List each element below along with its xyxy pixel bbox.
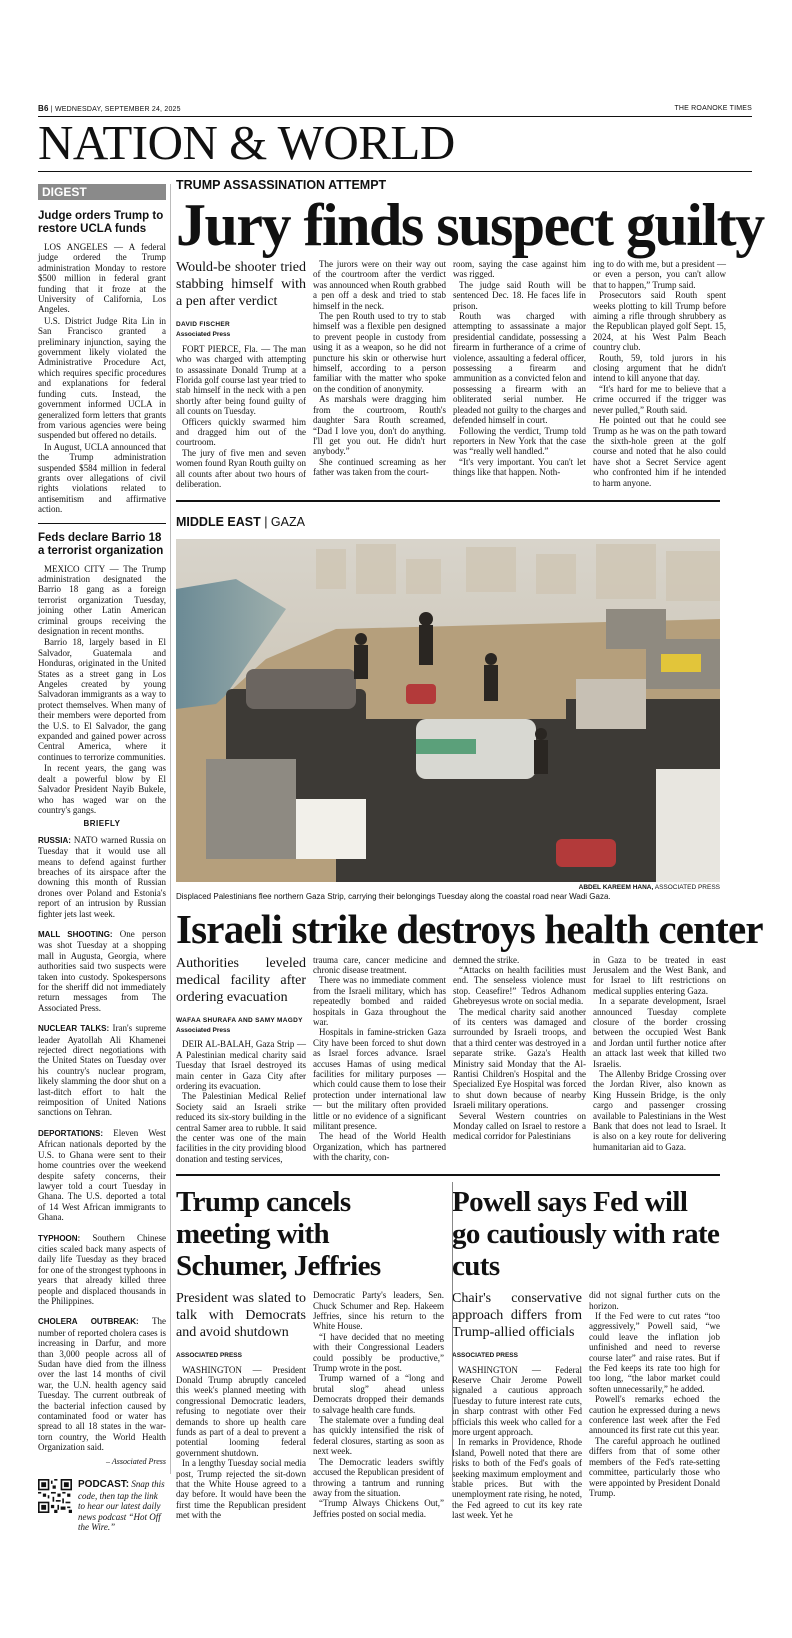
column-divider xyxy=(170,184,171,1474)
gaza-paragraph: There was no immediate comment from the Israeli military, which has repeatedly bombed and raided hospitals in Gaza throughout the war. xyxy=(313,975,446,1027)
gaza-col-2 xyxy=(313,955,446,1165)
brief-cholera: CHOLERA OUTBREAK: The number of reported cholera cases is increasing in Darfur, and more than 3,000 people across all of Sudan have died from the illness over the last 14 months of civil war, the U.N. health agency said Tuesday. The current outbreak of the bacterial infection caused by contaminated food or water has spread to all 18 states in the war-torn country, the World Health Organization said. xyxy=(38,1316,166,1453)
gaza-paragraph: The Allenby Bridge Crossing over the Jordan River, also known as King Hussein Bridge, is the only cargo and passenger crossing available to Palestinians in the West Bank that does not lead to Israel. It is also on a key route for delivering humanitarian aid to Gaza. xyxy=(593,1068,726,1152)
jury-paragraph: She continued screaming as her father was taken from the court- xyxy=(313,456,446,478)
gaza-paragraph: In a separate development, Israel announced Tuesday complete closure of the border crossing between the occupied West Bank and Jordan until further notice after an attack last week that killed two Israelis. xyxy=(593,996,726,1069)
section-rule xyxy=(176,500,720,502)
brief-deportations: DEPORTATIONS: Eleven West African nationals deported by the U.S. to Ghana were sent to their home countries over the weekend despite safety concerns, their lawyer told a court Tuesday in Ghana. The U.S. deported a total of 14 West African immigrants to Ghana. xyxy=(38,1127,166,1223)
jury-paragraph: Officers quickly swarmed him and dragged him out of the courtroom. xyxy=(176,416,306,448)
trump-paragraph: “I have decided that no meeting with their Congressional Leaders could possibly be productive,” Trump wrote in the post. xyxy=(313,1331,444,1374)
trump-story xyxy=(176,1186,444,1521)
trump-col-1 xyxy=(176,1290,306,1521)
gaza-kicker: MIDDLE EAST | GAZA xyxy=(176,514,305,529)
gaza-paragraph: The Palestinian Medical Relief Society said an Israeli strike reduced its six-story building in the central Samer area to rubble. It said the center was one of the main facilities in the city providing blood donation and testing services, xyxy=(176,1091,306,1164)
trump-deck: President was slated to talk with Democrats and avoid shutdown xyxy=(176,1291,306,1341)
photo-caption: Displaced Palestinians flee northern Gaza Strip, carrying their belongings Tuesday along the coastal road near Wadi Gaza. xyxy=(176,891,611,901)
gaza-paragraph: Hospitals in famine-stricken Gaza City have been forced to shut down as Israel forces advance. Israel accuses Hamas of using medical facilities for military purposes — which could cause them to lose their protection under international law — but the military often provided little or no evidence of a significant militant presence. xyxy=(313,1027,446,1131)
brief-mall-shooting: MALL SHOOTING: One person was shot Tuesday at a shopping mall in Augusta, Georgia, where authorities said two suspects were taken into custody. Spokespersons for the sheriff did not immediately return messages from The Associated Press. xyxy=(38,928,166,1013)
jury-paragraph: Prosecutors said Routh spent weeks plotting to kill Trump before aiming a rifle through shrubbery as the Republican played golf Sept. 15, 2024, at his West Palm Beach country club. xyxy=(593,290,726,353)
main-column xyxy=(176,178,764,1521)
powell-deck: Chair's conservative approach differs from Trump-allied officials xyxy=(452,1291,582,1341)
powell-paragraph: WASHINGTON — Federal Reserve Chair Jerome Powell signaled a cautious approach Tuesday to future interest rate cuts, in sharp contrast with other Fed officials this week who called for a more urgent approach. xyxy=(452,1364,582,1438)
powell-paragraph: did not signal further cuts on the horizon. xyxy=(589,1290,720,1311)
photo-credit: ABDEL KAREEM HANA, ASSOCIATED PRESS xyxy=(578,883,720,891)
trump-paragraph: “Trump Always Chickens Out,” Jeffries posted on social media. xyxy=(313,1498,444,1519)
gaza-paragraph: demned the strike. xyxy=(453,954,520,965)
jury-headline: Jury finds suspect guilty xyxy=(176,192,764,258)
gaza-org: Associated Press xyxy=(176,1026,231,1034)
brief-typhoon: TYPHOON: Southern Chinese cities scaled back many aspects of daily life Tuesday as they braced for one of the strongest typhoons in years that already killed three people and displaced thousands in the Philippines. xyxy=(38,1232,166,1306)
powell-paragraph: In remarks in Providence, Rhode Island, Powell noted that there are risks to both of the Fed's goals of seeking maximum employment and stable prices. But with the unemployment rate rising, he noted, the Fed agreed to cut its key rate last week. Yet he xyxy=(452,1437,582,1521)
jury-paragraph: He pointed out that he could see Trump as he was on the path toward the sixth-hole green at the golf course and noted that he also could have shot a Secret Service agent who confronted him if he intended to harm anyone. xyxy=(593,415,726,488)
jury-story xyxy=(176,259,726,490)
digest-story2-p1: MEXICO CITY — The Trump administration designated the Barrio 18 gang as a foreign terrorist organization Tuesday, joining other Latin American criminal groups receiving the designation in recent months. xyxy=(38,563,166,636)
gaza-col-1 xyxy=(176,955,306,1165)
podcast-text: PODCAST: Snap this code, then tap the link to hear our latest daily news podcast “Hot Off the Wire.” xyxy=(78,1479,165,1533)
gaza-paragraph: “Attacks on health facilities must end. The senseless violence must stop. Ceasefire!” Tedros Adhanom Ghebreyesus wrote on social media. xyxy=(453,964,586,1007)
jury-paragraph: ing to do with me, but a president — or even a person, you can't allow that to happen,” Trump said. xyxy=(593,259,726,290)
digest-story2-p2: Barrio 18, largely based in El Salvador, Guatemala and Honduras, originated in the United States as a street gang in Los Angeles created by young Salvadoran immigrants as a way to protect themselves. When many of their members were deported from the U.S. to El Salvador, the gang expanded and gained power across Central America, where it continues to terrorize communities. xyxy=(38,637,166,762)
masthead-rule xyxy=(38,171,752,172)
digest-story2-headline: Feds declare Barrio 18 a terrorist organization xyxy=(38,531,164,557)
gaza-col-3 xyxy=(453,955,586,1165)
podcast-promo[interactable] xyxy=(38,1479,166,1533)
jury-paragraph: Routh, 59, told jurors in his closing argument that he didn't intend to kill anyone that day. xyxy=(593,352,726,384)
gaza-photo xyxy=(176,539,720,882)
jury-paragraph: The pen Routh used to try to stab himself was a flexible pen designed to prevent people in custody from using it as a weapon, so he did not puncture his skin or otherwise hurt himself, according to a person familiar with the matter who spoke on the condition of anonymity. xyxy=(313,311,446,394)
gaza-story xyxy=(176,954,726,1165)
gaza-paragraph: The head of the World Health Organization, which has partnered with the charity, con- xyxy=(313,1131,446,1163)
brief-nuclear-talks: NUCLEAR TALKS: Iran's supreme leader Ayatollah Ali Khamenei rejected direct negotiations with the United States on Tuesday over his country's nuclear program, likely slamming the door shut on a last-ditch effort to halt the reimposition of United Nations sanctions on Tehran. xyxy=(38,1023,166,1118)
jury-col-1 xyxy=(176,259,306,490)
jury-paragraph: Following the verdict, Trump told reporters in New York that the case was “really well handled.” xyxy=(453,425,586,457)
gaza-headline: Israeli strike destroys health center xyxy=(176,905,763,952)
powell-paragraph: If the Fed were to cut rates “too aggressively,” Powell said, “we could leave the inflation job unfinished and need to reverse course later” and raise rates. But if the Fed keeps its rate too high for too long, “the labor market could soften unnecessarily,” he added. xyxy=(589,1311,720,1394)
briefly-label: BRIEFLY xyxy=(83,819,121,829)
gaza-byline: WAFAA SHURAFA AND SAMY MAGDY xyxy=(176,1016,303,1024)
digest-label: DIGEST xyxy=(38,184,166,200)
jury-paragraph: The jury of five men and seven women found Ryan Routh guilty on all counts after about two hours of deliberation. xyxy=(176,447,306,490)
digest-rule xyxy=(38,523,166,524)
jury-paragraph: “It's hard for me to believe that a crime occurred if the trigger was never pulled,” Routh said. xyxy=(593,383,726,415)
gaza-col-4 xyxy=(593,955,726,1165)
jury-paragraph: room, saying the case against him was rigged. xyxy=(453,259,586,280)
gaza-paragraph: Several Western countries on Monday called on Israel to restore a medical corridor for Palestinians xyxy=(453,1110,586,1142)
digest-sidebar xyxy=(38,184,166,1533)
trump-paragraph: Democratic Party's leaders, Sen. Chuck Schumer and Rep. Hakeem Jeffries, since his return to the White House. xyxy=(313,1290,444,1332)
jury-paragraph: The judge said Routh will be sentenced Dec. 18. He faces life in prison. xyxy=(453,279,586,311)
gaza-paragraph: DEIR AL-BALAH, Gaza Strip — A Palestinian medical charity said Tuesday that Israel destroyed its main center in Gaza City after ordering its evacuation. xyxy=(176,1039,306,1091)
jury-paragraph: As marshals were dragging him from the courtroom, Routh's daughter Sara Routh screamed, “Dad I love you, don't do anything. I'll get you out. He didn't hurt anybody.” xyxy=(313,394,446,457)
displaced-palestinians-photo xyxy=(176,539,720,882)
gaza-paragraph: The medical charity said another of its centers was damaged and surrounded by Israeli troops, and that a third center was destroyed in a separate strike. Gaza's Health Ministry said Monday that the Al-Rantisi Children's Hospital and the Specialized Eye Hospital was forced to shut down because of nearby Israeli military operations. xyxy=(453,1006,586,1111)
digest-story2-p3: In recent years, the gang was dealt a powerful blow by El Salvador President Nayib Bukele, who has waged war on the country's gangs. xyxy=(38,763,166,815)
trump-col-2 xyxy=(313,1290,444,1521)
jury-col-4 xyxy=(593,259,726,490)
trump-paragraph: Trump warned of a “long and brutal slog” ahead unless Democrats dropped their demands to salvage health care funds. xyxy=(313,1373,444,1415)
qr-code-icon[interactable] xyxy=(38,1479,72,1513)
trump-paragraph: The stalemate over a funding deal has quickly intensified the risk of federal closures, starting as soon as next week. xyxy=(313,1415,444,1457)
powell-story xyxy=(452,1186,720,1521)
jury-kicker: TRUMP ASSASSINATION ATTEMPT xyxy=(176,178,387,192)
folio: B6 | WEDNESDAY, SEPTEMBER 24, 2025 THE ROANOKE TIMES xyxy=(38,104,752,113)
digest-story1-headline: Judge orders Trump to restore UCLA funds xyxy=(38,210,164,235)
jury-col-3 xyxy=(453,259,586,490)
trump-org: ASSOCIATED PRESS xyxy=(176,1352,242,1360)
jury-col-2 xyxy=(313,259,446,490)
gaza-deck: Authorities leveled medical facility after ordering evacuation xyxy=(176,955,306,1005)
powell-col-2 xyxy=(589,1290,720,1521)
jury-paragraph: FORT PIERCE, Fla. — The man who was charged with attempting to assassinate Donald Trump at a Florida golf course last year tried to stab himself in the neck with a pen shortly after being found guilty of all counts on Tuesday. xyxy=(176,343,306,417)
trump-paragraph: WASHINGTON — President Donald Trump abruptly canceled this week's planned meeting with congressional Democratic leaders, refusing to negotiate over their demands to shore up health care funds as part of a deal to prevent a potential looming federal government shutdown. xyxy=(176,1364,306,1458)
bottom-stories xyxy=(176,1186,720,1521)
powell-org: ASSOCIATED PRESS xyxy=(452,1352,518,1360)
powell-headline: Powell says Fed will go cautiously with rate cuts xyxy=(452,1186,720,1283)
gaza-paragraph: in Gaza to be treated in east Jerusalem and the West Bank, and for Israel to lift restrictions on medical supplies entering Gaza. xyxy=(593,954,726,996)
digest-story1-p1: LOS ANGELES — A federal judge ordered the Trump administration Monday to restore $500 million in federal grant funding that it froze at the University of California, Los Angeles. xyxy=(38,242,166,315)
trump-paragraph: The Democratic leaders swiftly accused the Republican president of throwing a tantrum and running away from the situation. xyxy=(313,1456,444,1498)
powell-paragraph: The careful approach he outlined differs from that of some other members of the Fed's rate-setting committee, particularly those who were appointed by President Donald Trump. xyxy=(589,1435,720,1498)
bottom-column-divider xyxy=(452,1182,453,1482)
jury-org: Associated Press xyxy=(176,331,231,339)
jury-paragraph: The jurors were on their way out of the courtroom after the verdict was announced when Routh grabbed a pen off a desk and tried to stab himself in the neck. xyxy=(313,259,446,311)
briefs-credit: – Associated Press xyxy=(106,1456,166,1466)
powell-paragraph: Powell's remarks echoed the caution he expressed during a news conference last week after the Fed announced its first rate cut this year. xyxy=(589,1394,720,1436)
trump-paragraph: In a lengthy Tuesday social media post, Trump rejected the sit-down that the White House agreed to a day before. It would have been the first time the Republican president met with the xyxy=(176,1458,306,1521)
section-rule xyxy=(176,1174,720,1176)
gaza-paragraph: trauma care, cancer medicine and chronic disease treatment. xyxy=(313,954,446,975)
powell-col-1 xyxy=(452,1290,582,1521)
folio-paper: THE ROANOKE TIMES xyxy=(674,105,752,112)
jury-deck: Would-be shooter tried stabbing himself with a pen after verdict xyxy=(176,260,306,309)
folio-date: WEDNESDAY, SEPTEMBER 24, 2025 xyxy=(54,106,181,113)
digest-story1-p3: In August, UCLA announced that the Trump administration suspended $584 million in federal grants over allegations of civil rights violations related to antisemitism and affirmative action. xyxy=(38,441,166,515)
trump-headline: Trump cancels meeting with Schumer, Jeffries xyxy=(176,1186,381,1283)
digest-story1-p2: U.S. District Judge Rita Lin in San Francisco granted a preliminary injunction, saying the government likely violated the Administrative Procedure Act, which requires specific procedures and explanations for federal funding cuts. Instead, the government informed UCLA in generalized form letters that grants from various agencies were being suspended but offered no details. xyxy=(38,315,166,441)
jury-paragraph: “It's very important. You can't let things like that happen. Noth- xyxy=(453,456,586,478)
brief-russia: RUSSIA: NATO warned Russia on Tuesday that it would use all means to defend against further breaches of its airspace after the downing this month of Russian drones over Poland and Estonia's report of an intrusion by Russian fighter jets last week. xyxy=(38,834,166,919)
page-number: B6 xyxy=(38,104,49,113)
section-masthead: NATION & WORLD xyxy=(38,115,455,170)
jury-byline: DAVID FISCHER xyxy=(176,321,230,328)
jury-paragraph: Routh was charged with attempting to assassinate a major presidential candidate, possessing a firearm in furtherance of a crime of violence, assaulting a federal officer, possessing a firearm and ammunition as a convicted felon and possessing a firearm with an obliterated serial number. He pleaded not guilty to the charges and defended himself in court. xyxy=(453,311,586,426)
